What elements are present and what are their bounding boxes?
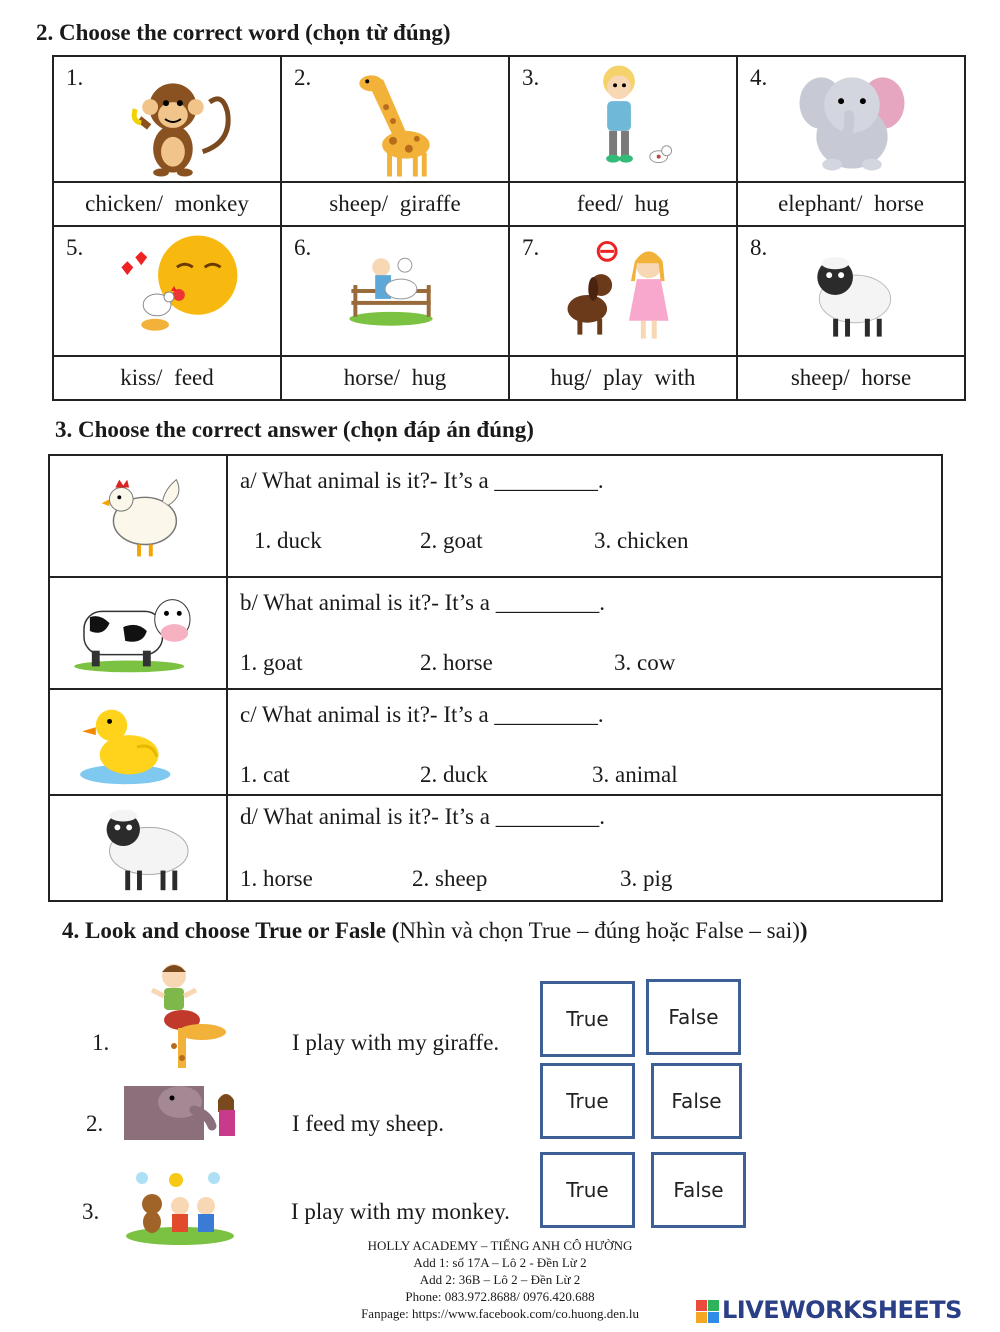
question-text: d/ What animal is it?- It’s a _________. <box>240 804 605 829</box>
question-text: a/ What animal is it?- It’s a _________. <box>240 468 604 493</box>
choose-answer-table <box>48 454 943 902</box>
picture-cell-c <box>49 689 227 795</box>
answer-option[interactable]: 1. cat <box>240 762 290 787</box>
item-number: 8. <box>750 235 768 260</box>
section-4-title-end: ) <box>799 918 808 943</box>
footer-fanpage[interactable]: Fanpage: https://www.facebook.com/co.huong.den.lu <box>361 1306 639 1321</box>
false-button[interactable]: False <box>651 1063 742 1139</box>
false-button[interactable]: False <box>651 1152 746 1228</box>
answer-option[interactable]: 2. horse <box>420 650 493 675</box>
picture-cell-6 <box>281 226 509 356</box>
answer-option[interactable]: 3. pig <box>620 866 673 891</box>
item-number: 1. <box>66 65 84 90</box>
question-cell-a <box>227 455 942 577</box>
section-2-title: 2. Choose the correct word (chọn từ đúng) <box>36 20 451 45</box>
picture-cell-7 <box>509 226 737 356</box>
boy-hugging-goat-icon <box>282 227 508 355</box>
boy-feeding-dog-icon <box>510 57 736 181</box>
choose-word-grid <box>52 55 966 401</box>
cow-icon <box>50 578 226 688</box>
answer-option[interactable]: 2. goat <box>420 528 483 553</box>
picture-cell-3 <box>509 56 737 182</box>
picture-cell-d <box>49 795 227 901</box>
true-button[interactable]: True <box>540 1063 635 1139</box>
item-number: 7. <box>522 235 540 260</box>
item-number: 6. <box>294 235 312 260</box>
giraffe-icon <box>282 57 508 181</box>
chicken-icon <box>50 456 226 576</box>
word-choice: elephant/ horse <box>737 182 965 226</box>
word-choice: kiss/ feed <box>53 356 281 400</box>
answer-option[interactable]: 1. horse <box>240 866 313 891</box>
monkey-icon <box>54 57 280 181</box>
sentence: I feed my sheep. <box>292 1111 444 1136</box>
boy-on-giraffe-icon <box>138 958 230 1068</box>
word-choice: chicken/ monkey <box>53 182 281 226</box>
answer-option[interactable]: 1. goat <box>240 650 303 675</box>
false-button[interactable]: False <box>646 979 741 1055</box>
picture-cell-a <box>49 455 227 577</box>
item-number: 3. <box>82 1199 100 1224</box>
picture-cell-2 <box>281 56 509 182</box>
item-number: 2. <box>294 65 312 90</box>
word-choice: hug/ play with <box>509 356 737 400</box>
answer-option[interactable]: 2. sheep <box>412 866 488 891</box>
answer-option[interactable]: 3. cow <box>614 650 676 675</box>
answer-option[interactable]: 2. duck <box>420 762 488 787</box>
liveworksheets-logo-icon <box>696 1300 720 1324</box>
answer-option[interactable]: 3. chicken <box>594 528 689 553</box>
sentence: I play with my monkey. <box>291 1199 510 1224</box>
sheep-icon <box>738 227 964 355</box>
sheep-icon <box>50 796 226 900</box>
question-cell-c <box>227 689 942 795</box>
liveworksheets-brand[interactable]: LIVEWORKSHEETS <box>722 1296 962 1324</box>
sentence: I play with my giraffe. <box>292 1030 500 1055</box>
answer-option[interactable]: 3. animal <box>592 762 678 787</box>
item-number: 3. <box>522 65 540 90</box>
true-button[interactable]: True <box>540 1152 635 1228</box>
answer-option[interactable]: 1. duck <box>254 528 322 553</box>
picture-cell-8 <box>737 226 965 356</box>
section-4-title-translation: Nhìn và chọn True – đúng hoặc False – sai) <box>399 918 800 943</box>
footer-phone: Phone: 083.972.8688/ 0976.420.688 <box>405 1289 595 1304</box>
kissing-face-icon <box>54 227 280 355</box>
item-number: 5. <box>66 235 84 260</box>
picture-cell-b <box>49 577 227 689</box>
question-cell-b <box>227 577 942 689</box>
kids-with-monkey-icon <box>124 1170 234 1246</box>
elephant-icon <box>738 57 964 181</box>
word-choice: horse/ hug <box>281 356 509 400</box>
question-text: b/ What animal is it?- It’s a _________. <box>240 590 605 615</box>
duck-icon <box>50 690 226 794</box>
word-choice: feed/ hug <box>509 182 737 226</box>
item-number: 4. <box>750 65 768 90</box>
girl-playing-dog-icon <box>510 227 736 355</box>
item-number: 1. <box>92 1030 110 1055</box>
picture-cell-4 <box>737 56 965 182</box>
footer-academy: HOLLY ACADEMY – TIẾNG ANH CÔ HƯỜNG <box>367 1238 633 1253</box>
section-3-title: 3. Choose the correct answer (chọn đáp án đúng) <box>55 417 534 442</box>
word-choice: sheep/ giraffe <box>281 182 509 226</box>
true-button[interactable]: True <box>540 981 635 1057</box>
girl-feeding-elephant-icon <box>124 1080 238 1140</box>
word-choice: sheep/ horse <box>737 356 965 400</box>
section-4-title-main: 4. Look and choose True or Fasle ( <box>62 918 400 943</box>
item-number: 2. <box>86 1111 104 1136</box>
question-text: c/ What animal is it?- It’s a _________. <box>240 702 604 727</box>
picture-cell-1 <box>53 56 281 182</box>
picture-cell-5 <box>53 226 281 356</box>
footer-address-1: Add 1: số 17A – Lô 2 - Đền Lừ 2 <box>413 1255 587 1270</box>
question-cell-d <box>227 795 942 901</box>
footer-address-2: Add 2: 36B – Lô 2 – Đền Lừ 2 <box>419 1272 581 1287</box>
section-4-title <box>62 918 808 944</box>
